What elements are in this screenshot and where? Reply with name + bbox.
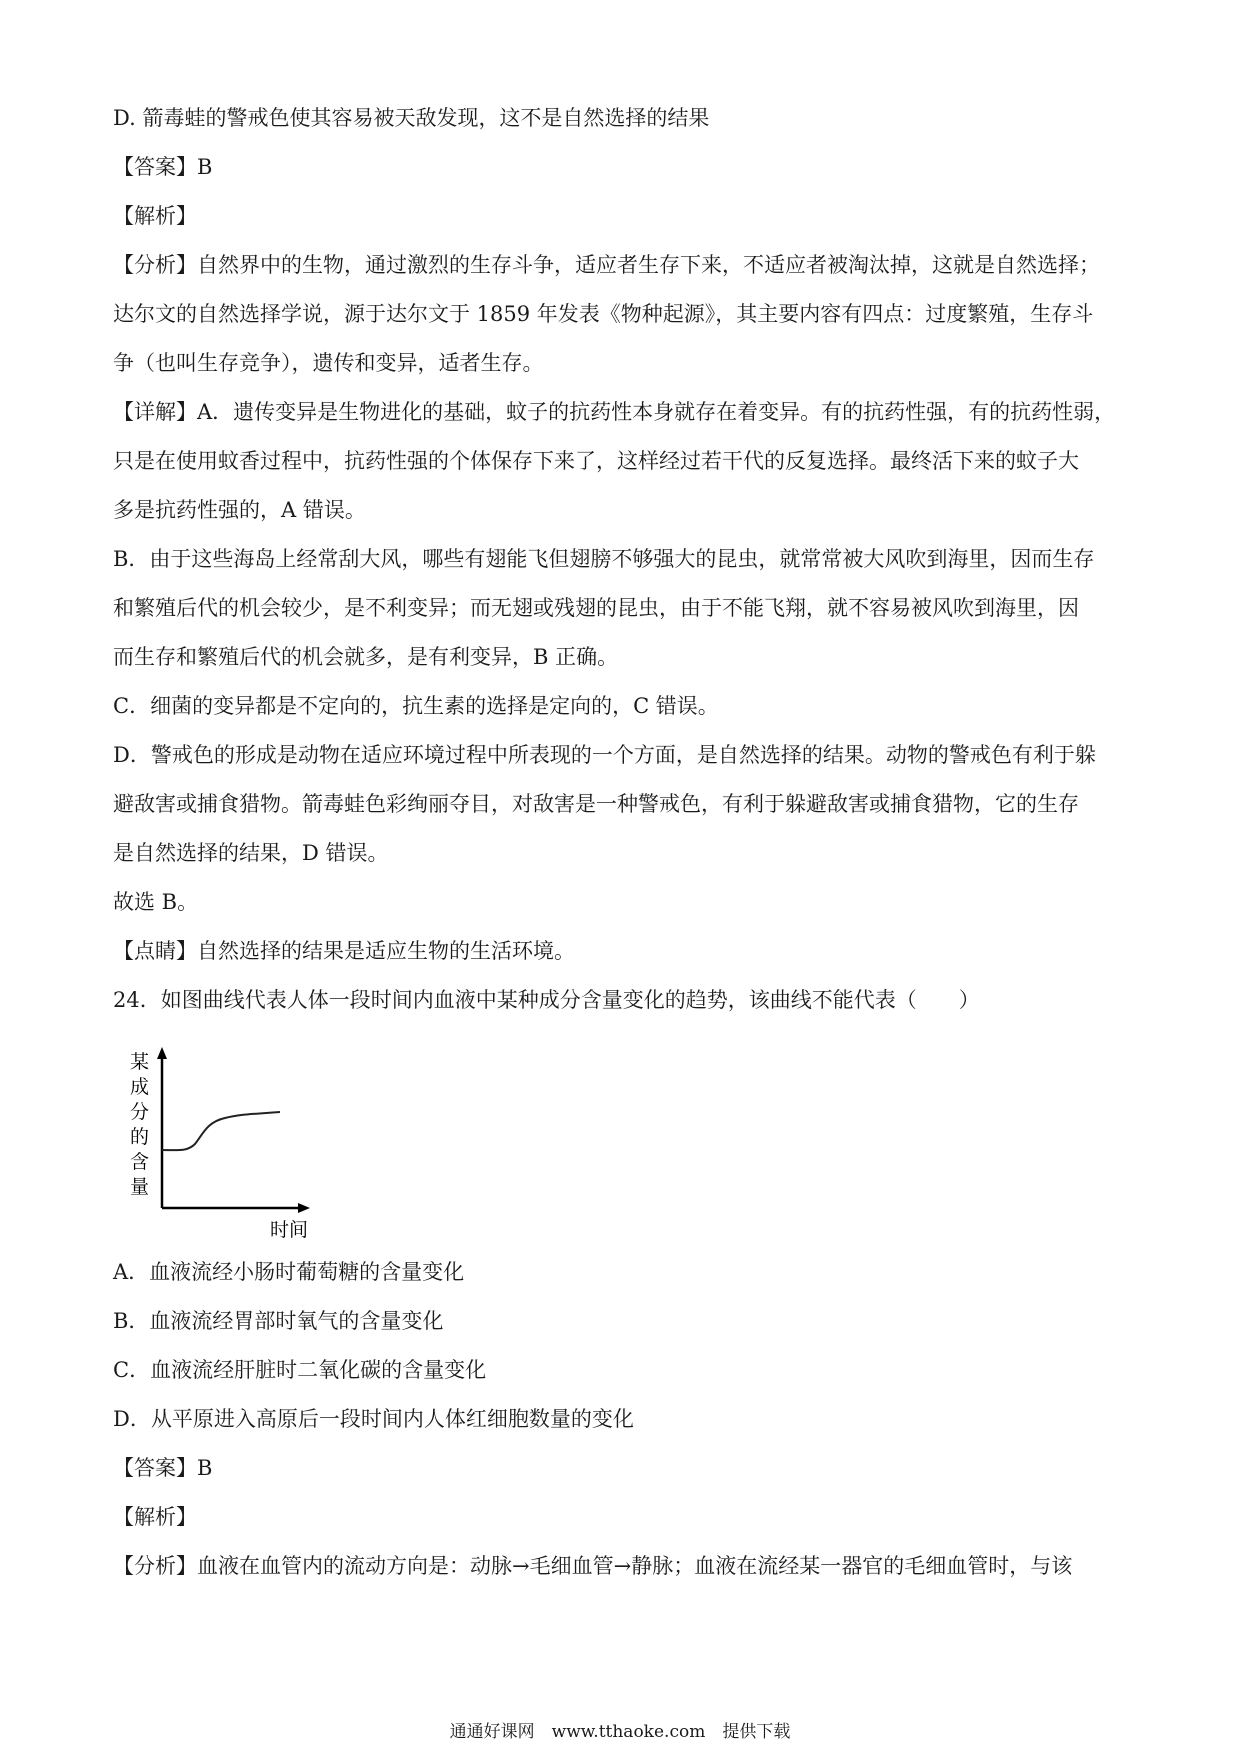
q23-answer: 【答案】B bbox=[113, 155, 213, 179]
q24-answer: 【答案】B bbox=[113, 1456, 213, 1480]
q23-option-d: D. 箭毒蛙的警戒色使其容易被天敌发现，这不是自然选择的结果 bbox=[113, 106, 710, 130]
text-line: 和繁殖后代的机会较少，是不利变异；而无翅或残翅的昆虫，由于不能飞翔，就不容易被风吹到海里，因 bbox=[113, 596, 1079, 620]
text-line: 而生存和繁殖后代的机会就多，是有利变异，B 正确。 bbox=[113, 645, 619, 669]
q24-option-b: B．血液流经胃部时氧气的含量变化 bbox=[113, 1309, 444, 1333]
q23-dianjing: 【点睛】自然选择的结果是适应生物的生活环境。 bbox=[113, 939, 575, 963]
y-axis-arrow-icon bbox=[157, 1047, 167, 1059]
q23-xiangjie-b bbox=[113, 535, 1133, 682]
text-line: D．警戒色的形成是动物在适应环境过程中所表现的一个方面，是自然选择的结果。动物的警戒色有利于躲 bbox=[113, 743, 1096, 767]
text-line: 争（也叫生存竞争），遗传和变异，适者生存。 bbox=[113, 351, 544, 375]
q23-xiangjie-c: C．细菌的变异都是不定向的，抗生素的选择是定向的，C 错误。 bbox=[113, 694, 719, 718]
text-line: 多是抗药性强的，A 错误。 bbox=[113, 498, 366, 522]
content-curve bbox=[162, 1112, 280, 1150]
y-label-char: 含 bbox=[130, 1151, 150, 1173]
q23-analysis-heading: 【解析】 bbox=[113, 204, 197, 228]
page-footer: 通通好课网 www.tthaoke.com 提供下载 bbox=[449, 1722, 791, 1742]
y-label-char: 成 bbox=[130, 1076, 150, 1098]
q24-analysis-heading: 【解析】 bbox=[113, 1505, 197, 1529]
x-axis-arrow-icon bbox=[298, 1203, 310, 1213]
text-line: 【分析】自然界中的生物，通过激烈的生存斗争，适应者生存下来，不适应者被淘汰掉，这就是自然选择； bbox=[113, 253, 1100, 277]
text-line: 避敌害或捕食猎物。箭毒蛙色彩绚丽夺目，对敌害是一种警戒色，有利于躲避敌害或捕食猎物，它的生存 bbox=[113, 792, 1079, 816]
y-label-char: 分 bbox=[130, 1101, 150, 1123]
q24-stem: 24．如图曲线代表人体一段时间内血液中某种成分含量变化的趋势，该曲线不能代表（ ） bbox=[113, 988, 980, 1012]
text-line: 达尔文的自然选择学说，源于达尔文于 1859 年发表《物种起源》，其主要内容有四点：过度繁殖，生存斗 bbox=[113, 302, 1094, 326]
text-line: 【详解】A．遗传变异是生物进化的基础，蚊子的抗药性本身就存在着变异。有的抗药性强，有的抗药性弱， bbox=[113, 400, 1116, 424]
text-line: B．由于这些海岛上经常刮大风，哪些有翅能飞但翅膀不够强大的昆虫，就常常被大风吹到海里，因而生存 bbox=[113, 547, 1095, 571]
content-curve-figure bbox=[125, 1040, 330, 1245]
q24-option-c: C．血液流经肝脏时二氧化碳的含量变化 bbox=[113, 1358, 487, 1382]
y-label-char: 量 bbox=[130, 1176, 150, 1198]
q23-xiangjie-d bbox=[113, 731, 1133, 878]
q23-xiangjie-a bbox=[113, 388, 1133, 535]
q23-conclusion: 故选 B。 bbox=[113, 890, 199, 914]
q23-fenxi bbox=[113, 241, 1133, 388]
y-label-char: 的 bbox=[130, 1126, 150, 1148]
text-line: 只是在使用蚊香过程中，抗药性强的个体保存下来了，这样经过若干代的反复选择。最终活下来的蚊子大 bbox=[113, 449, 1079, 473]
q24-option-d: D．从平原进入高原后一段时间内人体红细胞数量的变化 bbox=[113, 1407, 634, 1431]
x-label: 时间 bbox=[270, 1219, 309, 1241]
q24-fenxi: 【分析】血液在血管内的流动方向是：动脉→毛细血管→静脉；血液在流经某一器官的毛细血管时，与该 bbox=[113, 1554, 1073, 1578]
q24-option-a: A．血液流经小肠时葡萄糖的含量变化 bbox=[113, 1260, 465, 1284]
text-line: 是自然选择的结果，D 错误。 bbox=[113, 841, 389, 865]
y-label-char: 某 bbox=[130, 1051, 150, 1073]
